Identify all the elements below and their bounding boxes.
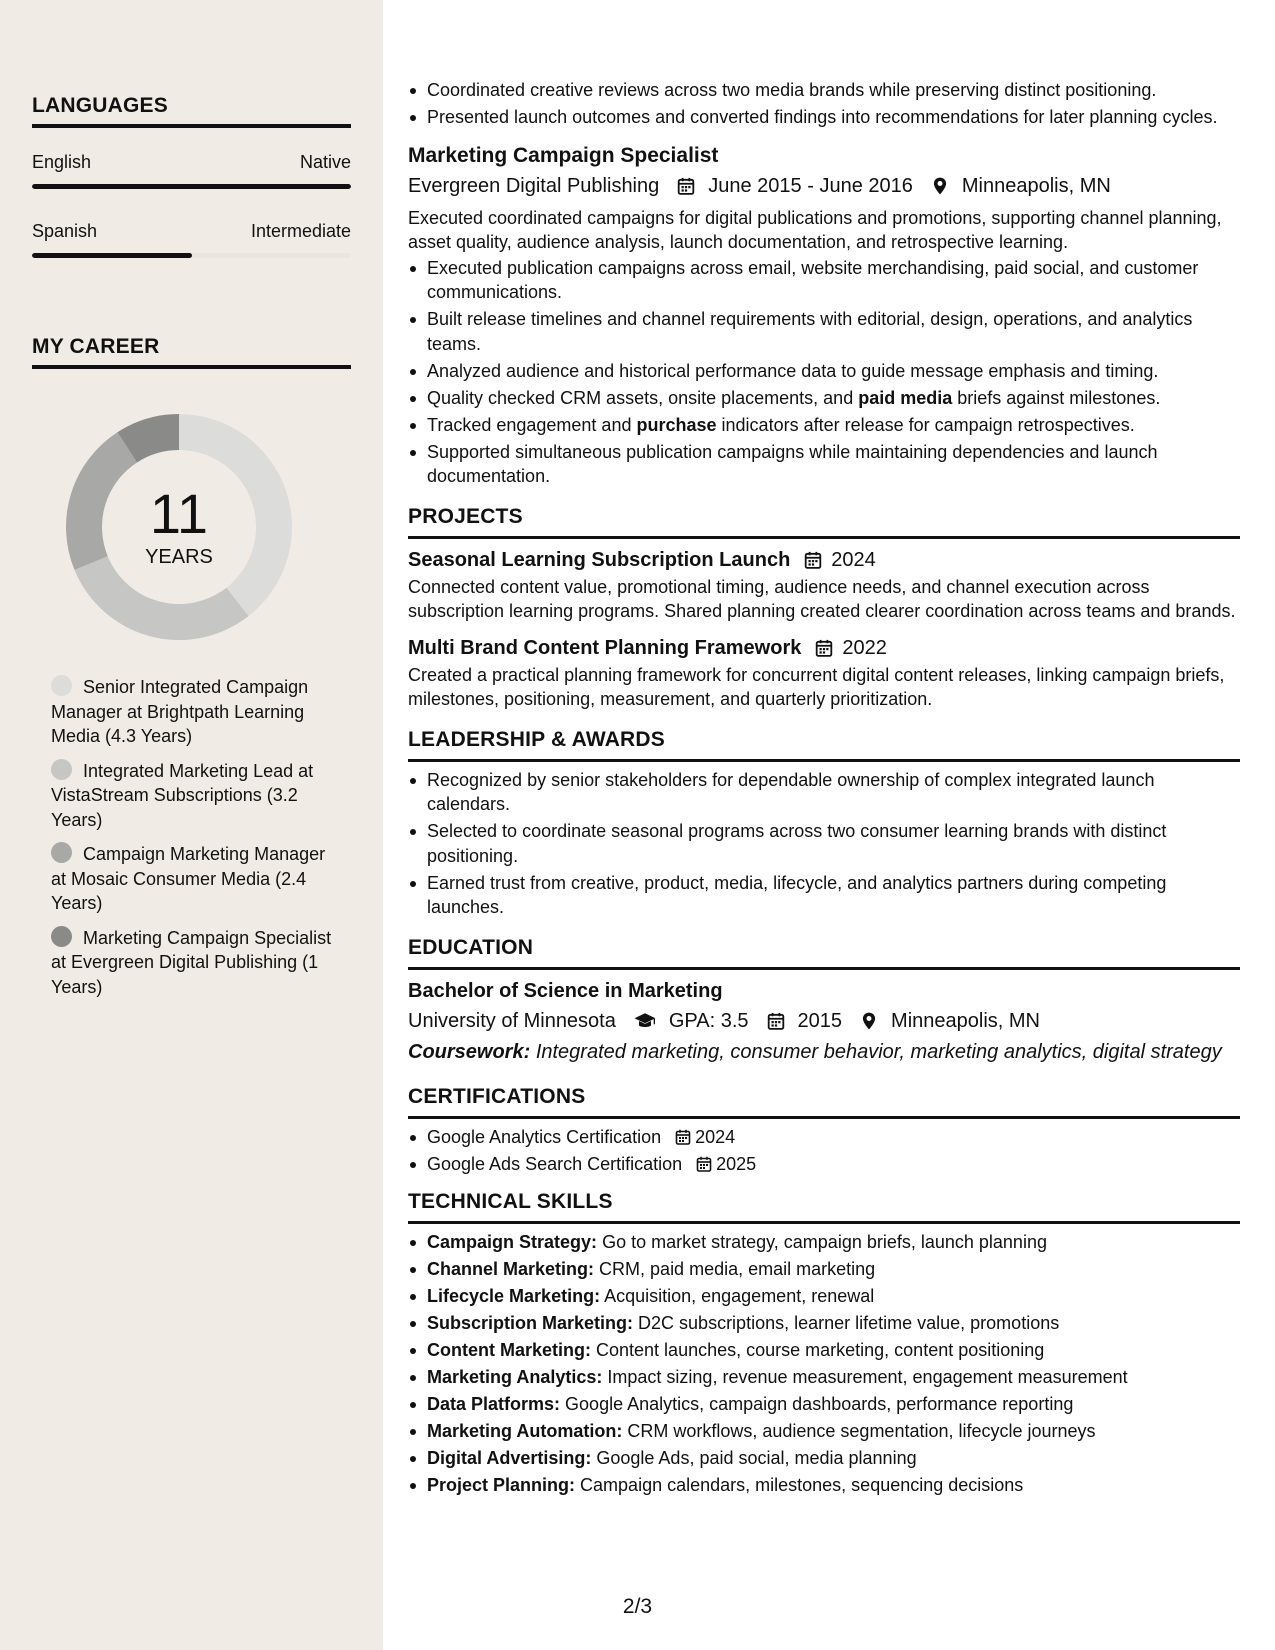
languages-heading: LANGUAGES bbox=[32, 94, 351, 128]
certification-item bbox=[408, 1152, 1240, 1177]
experience-continued-bullets bbox=[408, 78, 1240, 130]
language-row-english bbox=[32, 152, 351, 173]
skill-category: Digital Advertising: bbox=[427, 1448, 592, 1468]
certifications-heading: CERTIFICATIONS bbox=[408, 1083, 1240, 1119]
calendar-icon bbox=[804, 551, 822, 569]
skill-category: Lifecycle Marketing: bbox=[427, 1286, 601, 1306]
coursework-text: Integrated marketing, consumer behavior, marketing analytics, digital strategy bbox=[535, 1040, 1222, 1063]
skill-values: Google Ads, paid social, media planning bbox=[596, 1448, 917, 1468]
education-heading: EDUCATION bbox=[408, 934, 1240, 970]
career-total-years: 11 bbox=[149, 481, 209, 545]
career-legend-item bbox=[51, 842, 341, 916]
career-role-text: Campaign Marketing Manager at Mosaic Consumer Media (2.4 Years) bbox=[51, 844, 326, 913]
career-legend-item bbox=[51, 926, 341, 1000]
skill-category: Subscription Marketing: bbox=[427, 1313, 634, 1333]
sidebar bbox=[0, 0, 383, 1650]
project-year: 2022 bbox=[842, 636, 887, 659]
career-heading: MY CAREER bbox=[32, 335, 351, 369]
bullet-text: Quality checked CRM assets, onsite placements, and bbox=[427, 387, 859, 408]
bullet-text: Built release timelines and channel requirements with editorial, design, operations, and analytics teams. bbox=[427, 309, 1193, 354]
project-title-row bbox=[408, 545, 1240, 575]
leadership-bullets bbox=[408, 768, 1240, 920]
location-pin-icon bbox=[931, 177, 949, 195]
skill-values: CRM workflows, audience segmentation, lifecycle journeys bbox=[627, 1421, 1096, 1441]
bullet-text: Tracked engagement and bbox=[427, 414, 637, 435]
page-number bbox=[0, 1595, 1275, 1619]
skill-values: D2C subscriptions, learner lifetime value, promotions bbox=[638, 1313, 1060, 1333]
skill-values: Google Analytics, campaign dashboards, performance reporting bbox=[565, 1394, 1074, 1414]
skill-item bbox=[408, 1365, 1240, 1390]
certification-year: 2024 bbox=[695, 1126, 736, 1147]
education-school: University of Minnesota bbox=[408, 1009, 616, 1032]
bullet-text: Executed publication campaigns across email, website merchandising, paid social, and customer communications. bbox=[427, 257, 1199, 302]
skill-category: Channel Marketing: bbox=[427, 1259, 595, 1279]
role-location: Minneapolis, MN bbox=[961, 174, 1111, 197]
certifications-list bbox=[408, 1125, 1240, 1177]
project-title: Multi Brand Content Planning Framework bbox=[408, 636, 802, 659]
bullet-keyword: purchase bbox=[636, 414, 717, 435]
education-year: 2015 bbox=[797, 1009, 843, 1032]
project-description: Connected content value, promotional timing, audience needs, and channel execution across subscription learning programs. Shared planning created clearer coordination across teams and brands. bbox=[408, 576, 1236, 621]
skill-item bbox=[408, 1284, 1240, 1309]
bullet-text: Supported simultaneous publication campaigns while maintaining dependencies and launch documentation. bbox=[427, 441, 1158, 486]
skill-values: Go to market strategy, campaign briefs, launch planning bbox=[602, 1232, 1047, 1252]
education-location: Minneapolis, MN bbox=[891, 1009, 1040, 1032]
skill-item bbox=[408, 1392, 1240, 1417]
project-description: Created a practical planning framework for concurrent digital content releases, linking campaign briefs, milestones, positioning, measurement, and quarterly prioritization. bbox=[408, 664, 1225, 709]
certification-item bbox=[408, 1125, 1240, 1150]
legend-dot-icon bbox=[51, 759, 72, 780]
career-donut-chart bbox=[66, 414, 292, 640]
bullet-item bbox=[408, 256, 1240, 305]
location-pin-icon bbox=[860, 1012, 878, 1030]
bullet-item bbox=[408, 307, 1240, 356]
skill-item bbox=[408, 1419, 1240, 1444]
career-total-unit: YEARS bbox=[145, 545, 213, 568]
calendar-icon bbox=[677, 177, 695, 195]
career-legend-item bbox=[51, 675, 341, 749]
career-legend-item bbox=[51, 759, 341, 833]
career-donut-center bbox=[66, 414, 292, 640]
language-level: Intermediate bbox=[250, 221, 351, 241]
skill-category: Data Platforms: bbox=[427, 1394, 561, 1414]
language-name: English bbox=[32, 152, 92, 172]
education-gpa: GPA: 3.5 bbox=[668, 1009, 749, 1032]
role-summary: Executed coordinated campaigns for digital publications and promotions, supporting channel planning, asset quality, audience analysis, launch documentation, and retrospective learning. bbox=[408, 207, 1222, 252]
career-role-text: Integrated Marketing Lead at VistaStream Subscriptions (3.2 Years) bbox=[51, 760, 314, 830]
coursework-label: Coursework: bbox=[408, 1040, 531, 1063]
education-meta bbox=[408, 1006, 1240, 1036]
bullet-text: Analyzed audience and historical performance data to guide message emphasis and timing. bbox=[427, 360, 1159, 381]
bullet-item: Selected to coordinate seasonal programs across two consumer learning brands with distinct positioning. bbox=[408, 819, 1240, 868]
skill-category: Marketing Analytics: bbox=[427, 1367, 603, 1387]
language-name: Spanish bbox=[32, 221, 98, 241]
main-content bbox=[408, 78, 1240, 1500]
skill-item bbox=[408, 1338, 1240, 1363]
skill-item bbox=[408, 1311, 1240, 1336]
skill-values: Acquisition, engagement, renewal bbox=[604, 1286, 875, 1306]
skill-item bbox=[408, 1257, 1240, 1282]
bullet-item bbox=[408, 386, 1240, 411]
bullet-item: Coordinated creative reviews across two media brands while preserving distinct positioning. bbox=[408, 78, 1240, 103]
role-company: Evergreen Digital Publishing bbox=[408, 174, 660, 197]
bullet-text: indicators after release for campaign retrospectives. bbox=[716, 414, 1135, 435]
certification-name: Google Analytics Certification bbox=[427, 1126, 662, 1147]
bullet-item bbox=[408, 440, 1240, 489]
bullet-item: Presented launch outcomes and converted findings into recommendations for later planning cycles. bbox=[408, 105, 1240, 130]
skill-item bbox=[408, 1446, 1240, 1471]
bullet-item: Recognized by senior stakeholders for dependable ownership of complex integrated launch calendars. bbox=[408, 768, 1240, 817]
language-bar-spanish bbox=[32, 253, 351, 258]
skill-values: Content launches, course marketing, content positioning bbox=[596, 1340, 1045, 1360]
leadership-heading: LEADERSHIP & AWARDS bbox=[408, 726, 1240, 762]
skill-category: Campaign Strategy: bbox=[427, 1232, 598, 1252]
bullet-item: Earned trust from creative, product, media, lifecycle, and analytics partners during competing launches. bbox=[408, 871, 1240, 920]
language-level: Native bbox=[299, 152, 351, 172]
project-year: 2024 bbox=[831, 548, 876, 571]
bullet-keyword: paid media bbox=[858, 387, 953, 408]
language-bar-fill bbox=[32, 184, 351, 189]
legend-dot-icon bbox=[51, 842, 72, 863]
skill-values: Campaign calendars, milestones, sequencing decisions bbox=[580, 1475, 1024, 1495]
skill-values: Impact sizing, revenue measurement, engagement measurement bbox=[607, 1367, 1128, 1387]
skill-item bbox=[408, 1473, 1240, 1498]
certification-name: Google Ads Search Certification bbox=[427, 1153, 683, 1174]
calendar-icon bbox=[767, 1012, 785, 1030]
graduation-cap-icon bbox=[634, 1012, 656, 1030]
role-meta bbox=[408, 171, 1240, 201]
education-coursework bbox=[408, 1037, 1240, 1067]
language-row-spanish bbox=[32, 221, 351, 242]
education-degree: Bachelor of Science in Marketing bbox=[408, 979, 723, 1002]
calendar-icon bbox=[815, 639, 833, 657]
project-title-row bbox=[408, 633, 1240, 663]
career-legend bbox=[51, 675, 341, 1009]
language-bar-english bbox=[32, 184, 351, 189]
role-dates: June 2015 - June 2016 bbox=[708, 174, 913, 197]
certification-year: 2025 bbox=[716, 1153, 757, 1174]
legend-dot-icon bbox=[51, 926, 72, 947]
skills-list bbox=[408, 1230, 1240, 1498]
role-bullets bbox=[408, 256, 1240, 489]
bullet-text: briefs against milestones. bbox=[952, 387, 1161, 408]
project-title: Seasonal Learning Subscription Launch bbox=[408, 548, 791, 571]
role-title: Marketing Campaign Specialist bbox=[408, 143, 719, 167]
career-role-text: Senior Integrated Campaign Manager at Brightpath Learning Media (4.3 Years) bbox=[51, 677, 309, 746]
bullet-item bbox=[408, 413, 1240, 438]
skill-values: CRM, paid media, email marketing bbox=[599, 1259, 876, 1279]
calendar-icon bbox=[675, 1129, 691, 1145]
legend-dot-icon bbox=[51, 675, 72, 696]
skill-category: Content Marketing: bbox=[427, 1340, 591, 1360]
calendar-icon bbox=[696, 1156, 712, 1172]
skill-item bbox=[408, 1230, 1240, 1255]
bullet-item bbox=[408, 359, 1240, 384]
language-bar-fill bbox=[32, 253, 192, 258]
skill-category: Marketing Automation: bbox=[427, 1421, 623, 1441]
skill-category: Project Planning: bbox=[427, 1475, 576, 1495]
career-role-text: Marketing Campaign Specialist at Evergreen Digital Publishing (1 Years) bbox=[51, 927, 332, 997]
page-number-text: 2/3 bbox=[622, 1595, 653, 1618]
skills-heading: TECHNICAL SKILLS bbox=[408, 1188, 1240, 1224]
projects-heading: PROJECTS bbox=[408, 503, 1240, 539]
